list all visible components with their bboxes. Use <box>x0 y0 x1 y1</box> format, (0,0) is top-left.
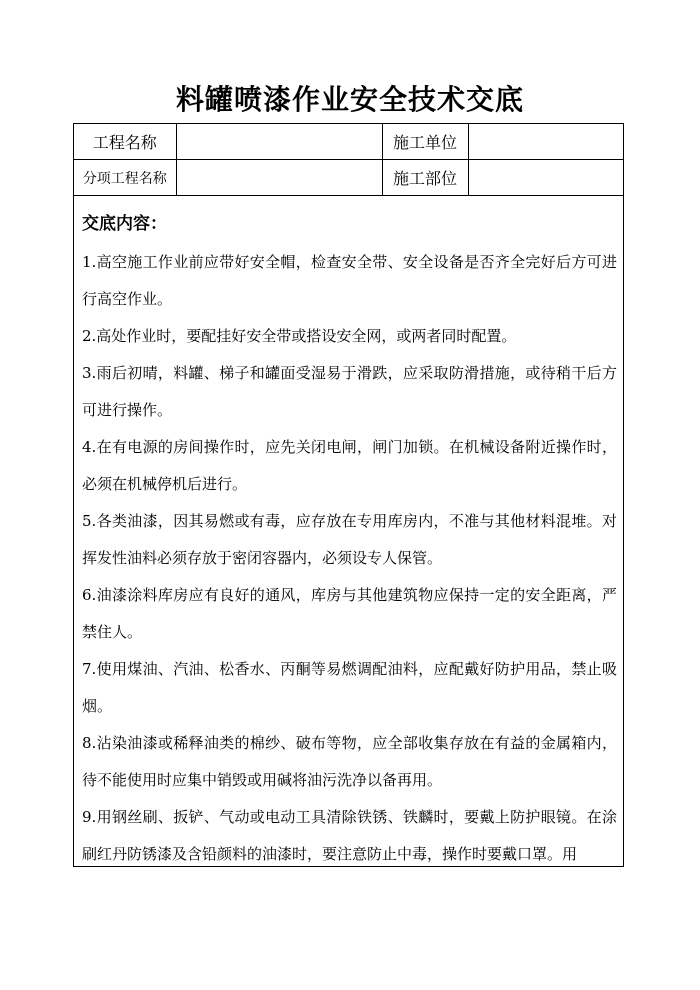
list-item: 5.各类油漆，因其易燃或有毒，应存放在专用库房内，不准与其他材料混堆。对挥发性油料必须存放于密闭容器内，必须设专人保管。 <box>82 512 617 567</box>
construction-part-label: 施工部位 <box>382 160 468 196</box>
form-header-table <box>74 124 623 196</box>
sub-project-label: 分项工程名称 <box>74 160 176 196</box>
list-item: 7.使用煤油、汽油、松香水、丙酮等易燃调配油料，应配戴好防护用品，禁止吸烟。 <box>82 660 617 715</box>
header-row-project <box>74 124 623 160</box>
list-item: 6.油漆涂料库房应有良好的通风，库房与其他建筑物应保持一定的安全距离，严禁住人。 <box>82 586 617 641</box>
construction-unit-field[interactable] <box>468 124 623 160</box>
sub-project-field[interactable] <box>176 160 382 196</box>
document-title: 料罐喷漆作业安全技术交底 <box>175 83 524 116</box>
construction-unit-label: 施工单位 <box>382 124 468 160</box>
list-item: 4.在有电源的房间操作时，应先关闭电闸，闸门加锁。在机械设备附近操作时，必须在机械停机后进行。 <box>82 438 617 493</box>
disclosure-form <box>73 123 624 867</box>
list-item: 9.用钢丝刷、扳铲、气动或电动工具清除铁锈、铁麟时，要戴上防护眼镜。在涂刷红丹防锈漆及含铅颜料的油漆时，要注意防止中毒，操作时要戴口罩。用 <box>82 808 617 863</box>
list-item: 1.高空施工作业前应带好安全帽，检查安全带、安全设备是否齐全完好后方可进行高空作业。 <box>82 253 617 308</box>
construction-part-field[interactable] <box>468 160 623 196</box>
project-name-label: 工程名称 <box>74 124 176 160</box>
list-item: 2.高处作业时，要配挂好安全带或搭设安全网，或两者同时配置。 <box>82 327 517 345</box>
content-heading: 交底内容： <box>82 214 167 234</box>
disclosure-content <box>74 196 623 873</box>
list-item: 8.沾染油漆或稀释油类的棉纱、破布等物，应全部收集存放在有益的金属箱内，待不能使用时应集中销毁或用碱将油污洗净以备再用。 <box>82 734 617 789</box>
list-item: 3.雨后初晴，料罐、梯子和罐面受湿易于滑跌，应采取防滑措施，或待稍干后方可进行操作。 <box>82 364 617 419</box>
header-row-subproject <box>74 160 623 196</box>
project-name-field[interactable] <box>176 124 382 160</box>
